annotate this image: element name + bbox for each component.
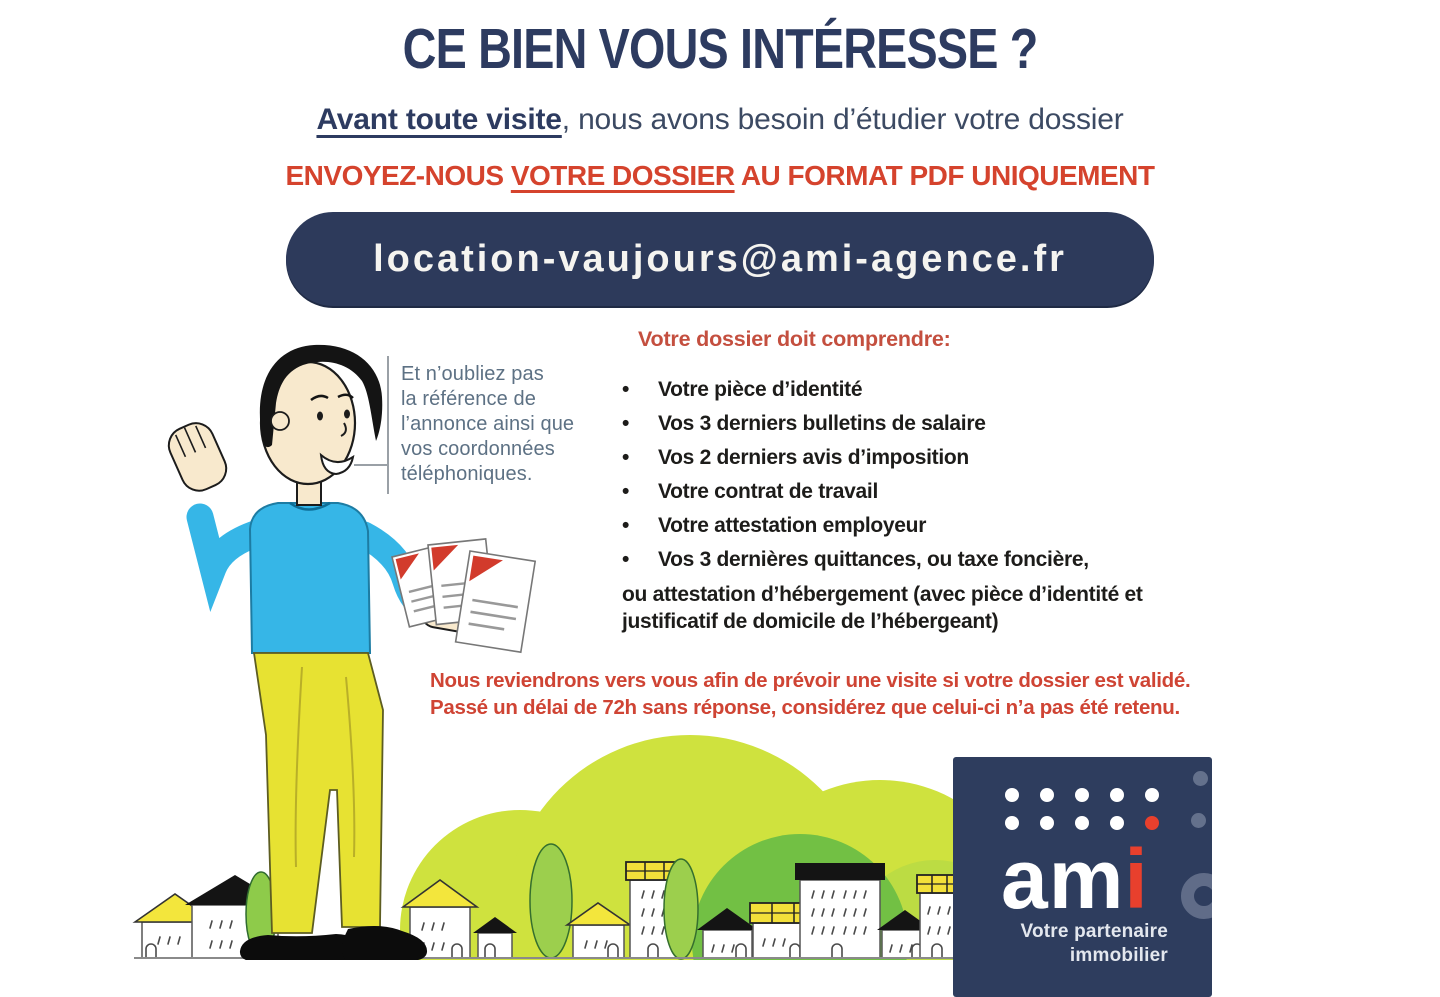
item-label: Votre contrat de travail	[658, 480, 878, 503]
watermark-ring	[1181, 873, 1212, 919]
pants	[254, 653, 383, 933]
list-item	[622, 479, 1212, 505]
tree	[664, 859, 698, 959]
reminder-line: la référence de	[401, 388, 536, 410]
list-item	[622, 513, 1212, 539]
eye	[344, 410, 350, 419]
send-underlined: VOTRE DOSSIER	[510, 160, 735, 191]
item-label: Votre pièce d’identité	[658, 378, 863, 401]
ear	[271, 412, 289, 430]
reminder-line: téléphoniques.	[401, 463, 533, 485]
bullet-icon: •	[622, 378, 630, 401]
logo-dot	[1075, 788, 1089, 802]
logo-dot	[1005, 788, 1019, 802]
send-instruction	[0, 160, 1440, 192]
send-suffix: AU FORMAT PDF UNIQUEMENT	[734, 160, 1155, 191]
bullet-icon: •	[622, 548, 630, 571]
logo-word-i: i	[1124, 832, 1149, 926]
reminder-line: Et n’oubliez pas	[401, 363, 544, 385]
shoe	[342, 926, 427, 960]
logo-tagline	[1020, 920, 1168, 968]
item-continuation: justificatif de domicile de l’hébergeant)	[622, 610, 999, 633]
watermark-dot	[1191, 813, 1206, 828]
dossier-list	[622, 377, 1212, 635]
subtitle	[0, 103, 1440, 137]
email-button[interactable]	[286, 212, 1154, 306]
logo-dot	[1145, 788, 1159, 802]
page-title-text: CE BIEN VOUS INTÉRESSE ?	[402, 17, 1038, 81]
tagline-line-2: immobilier	[1069, 945, 1168, 966]
logo-dot	[1110, 816, 1124, 830]
documents	[392, 539, 535, 652]
notice-line-2: Passé un délai de 72h sans réponse, considérez que celui-ci n’a pas été retenu.	[430, 696, 1180, 719]
bullet-icon: •	[622, 514, 630, 537]
building-flat-roof	[795, 863, 885, 958]
subtitle-emphasis: Avant toute visite	[316, 103, 562, 136]
dossier-last-item	[622, 547, 1212, 635]
list-item	[622, 411, 1212, 437]
item-label: Vos 2 derniers avis d’imposition	[658, 446, 969, 469]
page-title	[0, 16, 1440, 82]
list-item	[622, 547, 1212, 573]
reminder-note	[401, 362, 611, 487]
send-prefix: ENVOYEZ-NOUS	[285, 160, 511, 191]
list-item	[622, 377, 1212, 403]
watermark-dot	[1193, 771, 1208, 786]
list-item	[622, 445, 1212, 471]
logo-dot-accent	[1145, 816, 1159, 830]
subtitle-rest: , nous avons besoin d’étudier votre dossier	[561, 103, 1124, 136]
email-address: location-vaujours@ami-agence.fr	[373, 237, 1067, 280]
agency-logo	[953, 757, 1212, 997]
bullet-icon: •	[622, 480, 630, 503]
logo-dots-icon	[1005, 788, 1159, 830]
logo-dot	[1040, 816, 1054, 830]
item-label: Vos 3 derniers bulletins de salaire	[658, 412, 986, 435]
bullet-icon: •	[622, 412, 630, 435]
bullet-icon: •	[622, 446, 630, 469]
raised-hand	[163, 417, 232, 496]
item-label: Votre attestation employeur	[658, 514, 927, 537]
notice-line-1: Nous reviendrons vers vous afin de prévoir une visite si votre dossier est validé.	[430, 669, 1191, 692]
reminder-line: vos coordonnées	[401, 438, 555, 460]
note-connector-line	[387, 356, 389, 494]
shirt	[250, 503, 370, 653]
logo-dot	[1040, 788, 1054, 802]
footer-notice	[430, 667, 1190, 721]
dossier-heading: Votre dossier doit comprendre:	[638, 327, 951, 351]
logo-wordmark	[1001, 832, 1149, 926]
item-label: Vos 3 dernières quittances, ou taxe foncière,	[658, 548, 1089, 571]
note-connector-tick	[354, 464, 387, 466]
eye	[317, 412, 323, 421]
tagline-line-1: Votre partenaire	[1020, 921, 1168, 942]
logo-word-am: am	[1001, 832, 1125, 926]
item-continuation: ou attestation d’hébergement (avec pièce d’identité et	[622, 583, 1143, 606]
reminder-line: l’annonce ainsi que	[401, 413, 575, 435]
logo-dot	[1005, 816, 1019, 830]
logo-dot	[1075, 816, 1089, 830]
logo-dot	[1110, 788, 1124, 802]
